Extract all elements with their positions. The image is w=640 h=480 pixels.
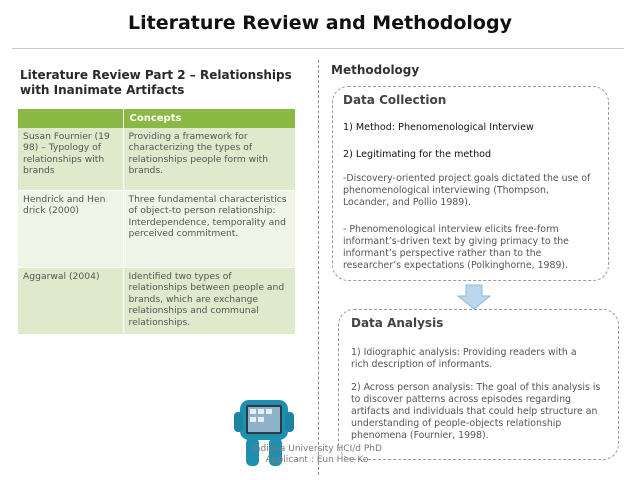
method-line: 1) Method: Phenomenological Interview [343, 122, 534, 133]
table-cell-author: Hendrick and Hen drick (2000) [18, 191, 123, 268]
table-cell-author: Susan Fournier (19 98) – Typology of relationships with brands [18, 128, 123, 191]
footer-line-2: Applicant : Eun Hee Ko [265, 455, 369, 465]
data-collection-box [332, 86, 609, 281]
legitimating-line: 2) Legitimating for the method [343, 149, 492, 160]
table-cell-concept: Three fundamental characteristics of object-to person relationship: Interdependence, temporality and perceived commitment. [123, 191, 296, 268]
table-cell-concept: Identified two types of relationships between people and brands, which are exchange relationships and communal relationships. [123, 268, 296, 335]
concepts-table [18, 109, 296, 335]
table-row [18, 128, 296, 191]
table-row [18, 191, 296, 268]
collection-paragraph-2: - Phenomenological interview elicits free-form informant’s-driven text by giving primacy to the informant’s perspective rather than to the researcher’s expectations (Polkinghorne, 1989). [343, 224, 569, 271]
data-analysis-box [338, 309, 619, 460]
column-divider [318, 60, 319, 475]
data-collection-title: Data Collection [343, 93, 447, 107]
literature-heading: Literature Review Part 2 – Relationships with Inanimate Artifacts [20, 68, 292, 97]
table-cell-author: Aggarwal (2004) [18, 268, 123, 335]
table-header-row [18, 109, 296, 128]
footer [222, 444, 412, 466]
methodology-heading: Methodology [331, 63, 420, 77]
footer-line-1: Indiana University HCI/d PhD [252, 444, 382, 454]
table-cell-concept: Providing a framework for characterizing the types of relationships people form with brands. [123, 128, 296, 191]
data-analysis-title: Data Analysis [351, 316, 444, 330]
analysis-item-2: 2) Across person analysis: The goal of this analysis is to discover patterns across episodes regarding artifacts and individuals that could help structure an understanding of people-objects relationship phenomena (Fournier, 1998). [351, 382, 601, 441]
table-row [18, 268, 296, 335]
title-rule [12, 48, 624, 49]
table-header-blank [18, 109, 123, 128]
slide-title: Literature Review and Methodology [128, 12, 512, 34]
analysis-item-1: 1) Idiographic analysis: Providing readers with a rich description of informants. [351, 347, 577, 370]
down-arrow-icon [457, 284, 491, 310]
collection-paragraph-1: -Discovery-oriented project goals dictated the use of phenomenological interviewing (Thompson, Locander, and Pollio 1989). [343, 173, 591, 208]
table-header-concepts: Concepts [123, 109, 296, 128]
